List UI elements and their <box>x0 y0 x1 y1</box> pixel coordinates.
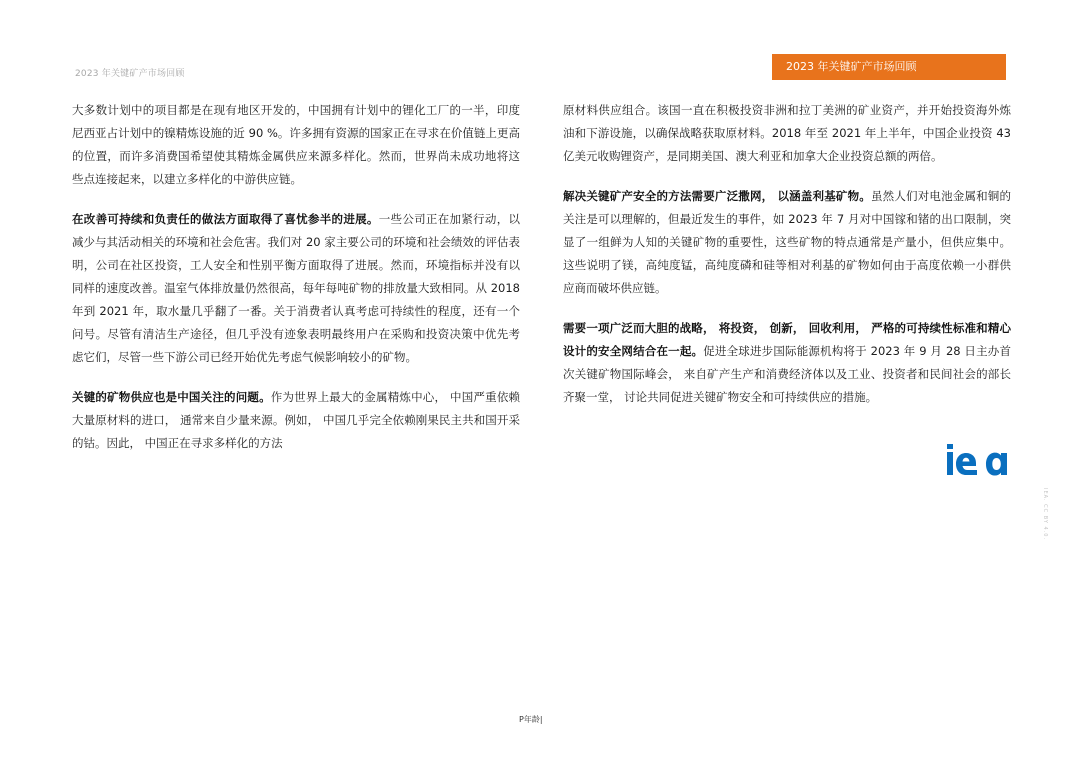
running-title: 2023 年关键矿产市场回顾 <box>75 69 185 79</box>
paragraph-body: 一些公司正在加紧行动，以减少与其活动相关的环境和社会危害。我们对 20 家主要公司的环境和社会绩效的评估表明，公司在社区投资，工人安全和性别平衡方面取得了进展。然而，环境指标并没有以同样的速度改善。温室气体排放量仍然很高，每年每吨矿物的排放量大致相同。从 2018 年到 2021 年，取水量几乎翻了一番。关于消费者认真考虑可持续性的程度，还有一个问号。尽管有清洁生产途径，但几乎没有迹象表明最终用户在采购和投资决策中优先考虑它们，尽管一些下游公司已经开始优先考虑气候影响较小的矿物。 <box>72 212 521 364</box>
paragraph <box>72 386 520 455</box>
page-number: P年龄| <box>519 715 543 724</box>
iea-logo <box>946 444 1008 478</box>
right-column <box>563 99 1011 426</box>
paragraph <box>563 317 1011 409</box>
paragraph-body: 虽然人们对电池金属和铜的关注是可以理解的，但最近发生的事件，如 2023 年 7 月对中国镓和锗的出口限制，突显了一组鲜为人知的关键矿物的重要性，这些矿物的特点通常是产量小，但供应集中。这些说明了镁，高纯度锰，高纯度磷和硅等相对利基的矿物如何由于高度依赖一小群供应商而破坏供应链。 <box>563 189 1011 295</box>
license-note: IEA. CC BY 4.0. <box>1042 488 1048 541</box>
paragraph-lead: 需要一项广泛而大胆的战略， 将投资， 创新， 回收利用， 严格的可持续性标准和精心设计的安全网结合在一起。 <box>563 321 1011 358</box>
left-column <box>72 99 520 472</box>
paragraph-body: 促进全球进步国际能源机构将于 2023 年 9 月 28 日主办首次关键矿物国际峰会， 来自矿产生产和消费经济体以及工业、投资者和民间社会的部长齐聚一堂， 讨论共同促进关键矿物安全和可持续供应的措施。 <box>563 344 1011 404</box>
paragraph-body: 作为世界上最大的金属精炼中心， 中国严重依赖大量原材料的进口， 通常来自少量来源。例如， 中国几乎完全依赖刚果民主共和国开采的钴。因此， 中国正在寻求多样化的方法 <box>72 390 521 450</box>
paragraph-lead: 在改善可持续和负责任的做法方面取得了喜忧参半的进展。 <box>72 212 379 226</box>
paragraph <box>563 185 1011 300</box>
paragraph-lead: 解决关键矿产安全的方法需要广泛撒网， 以涵盖利基矿物。 <box>563 189 871 203</box>
paragraph: 大多数计划中的项目都是在现有地区开发的，中国拥有计划中的锂化工厂的一半，印度尼西亚占计划中的镍精炼设施的近 90 %。许多拥有资源的国家正在寻求在价值链上更高的位置，而许多消费国希望使其精炼金属供应来源多样化。然而，世界尚未成功地将这些点连接起来，以建立多样化的中游供应链。 <box>72 103 520 186</box>
paragraph: 原材料供应组合。该国一直在积极投资非洲和拉丁美洲的矿业资产，并开始投资海外炼油和下游设施，以确保战略获取原材料。2018 年至 2021 年上半年，中国企业投资 43 亿美元收购锂资产，是同期美国、澳大利亚和加拿大企业投资总额的两倍。 <box>563 103 1011 163</box>
paragraph <box>72 208 520 369</box>
paragraph-lead: 关键的矿物供应也是中国关注的问题。 <box>72 390 271 404</box>
section-title-tab: 2023 年关键矿产市场回顾 <box>772 54 1006 80</box>
